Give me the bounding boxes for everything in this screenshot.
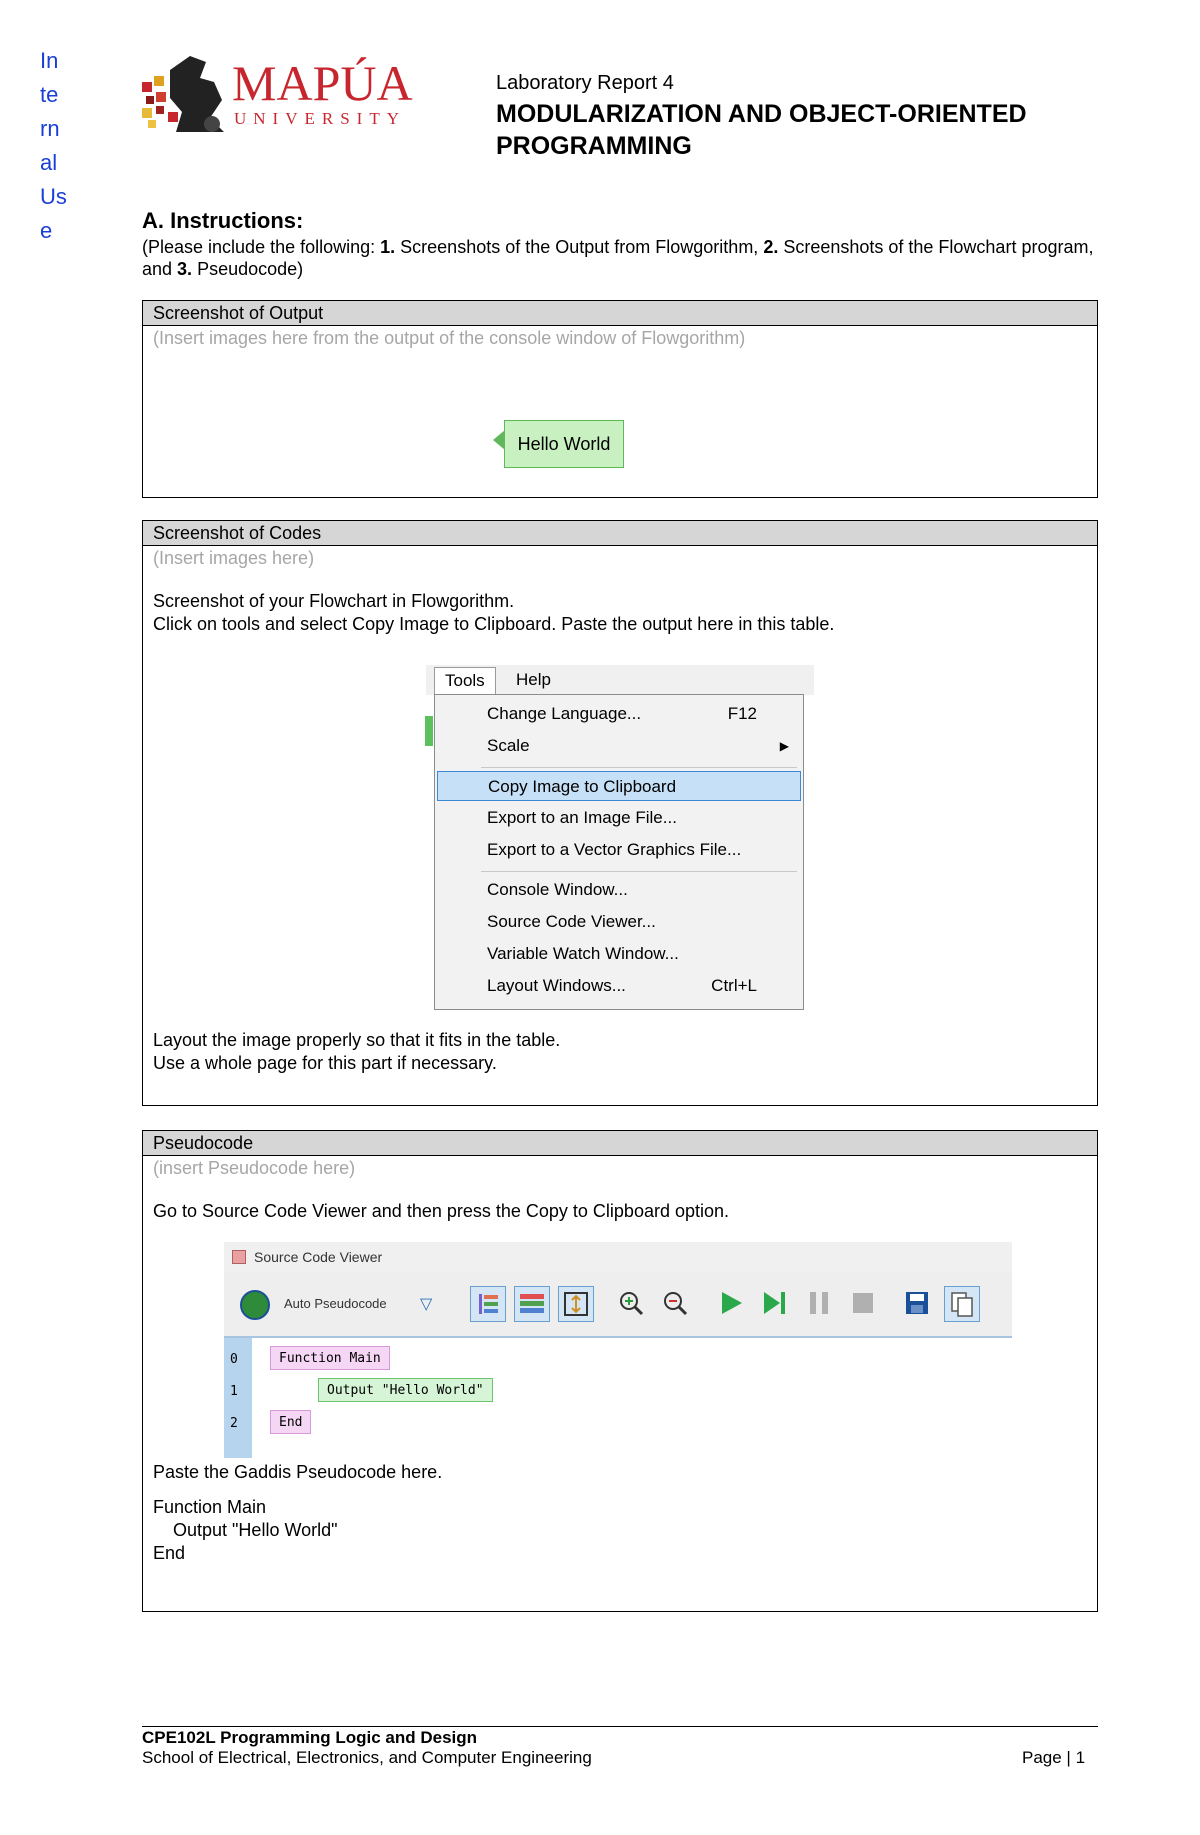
- pseudo-line-1: Go to Source Code Viewer and then press the Copy to Clipboard option.: [153, 1201, 730, 1221]
- copy-clipboard-icon[interactable]: [944, 1286, 980, 1322]
- line-number: 1: [230, 1384, 238, 1399]
- menu-item-scale[interactable]: Scale ▶: [437, 731, 801, 761]
- stop-icon[interactable]: [846, 1286, 882, 1322]
- code-function-main: Function Main: [270, 1346, 390, 1370]
- tools-menu: [434, 694, 804, 1010]
- pseudocode-placeholder: (insert Pseudocode here): [153, 1158, 356, 1178]
- codes-line-2: Click on tools and select Copy Image to Clipboard. Paste the output here in this table.: [153, 614, 835, 634]
- svg-text:MAPÚA: MAPÚA: [232, 55, 413, 111]
- pseudo-code-3: End: [153, 1543, 186, 1563]
- code-end: End: [270, 1410, 311, 1434]
- page-number: Page | 1: [1022, 1748, 1086, 1767]
- language-select[interactable]: Auto Pseudocode: [284, 1296, 387, 1311]
- pseudo-code-2: Output "Hello World": [153, 1520, 338, 1540]
- instructions-text: (Please include the following: 1. Screenshots of the Output from Flowgorithm, 2. Screenshots of the Flowchart program, and 3. Pseudocode): [142, 237, 1094, 279]
- pseudo-code-1: Function Main: [153, 1497, 267, 1517]
- menu-item-layout-windows[interactable]: Layout Windows... Ctrl+L: [487, 976, 757, 995]
- submenu-arrow-icon: ▶: [779, 739, 789, 753]
- zoom-in-icon[interactable]: [614, 1286, 650, 1322]
- source-code-viewer: [224, 1242, 1012, 1458]
- svg-text:UNIVERSITY: UNIVERSITY: [234, 109, 406, 128]
- fit-frame-icon[interactable]: [558, 1286, 594, 1322]
- codes-line-4: Use a whole page for this part if necessary.: [153, 1053, 497, 1073]
- codes-line-1: Screenshot of your Flowchart in Flowgorithm.: [153, 591, 515, 611]
- menu-item-copy-image[interactable]: Copy Image to Clipboard: [437, 771, 801, 801]
- mapua-logo: [140, 52, 450, 136]
- codes-placeholder: (Insert images here): [153, 548, 315, 568]
- output-box-header: Screenshot of Output: [143, 301, 1097, 326]
- menu-item-console-window[interactable]: Console Window...: [487, 880, 628, 899]
- code-output: Output "Hello World": [318, 1378, 493, 1402]
- pseudo-line-2: Paste the Gaddis Pseudocode here.: [153, 1462, 443, 1482]
- flowchart-edge: [425, 716, 433, 746]
- menu-separator: [481, 871, 797, 872]
- pseudocode-box-header: Pseudocode: [143, 1131, 1097, 1156]
- mosaic-emblem-icon: [142, 56, 224, 132]
- menu-bar: [426, 665, 814, 695]
- color-bars-icon[interactable]: [514, 1286, 550, 1322]
- report-title: MODULARIZATION AND OBJECT-ORIENTED PROGRAMMING: [496, 100, 1027, 160]
- menu-item-export-image[interactable]: Export to an Image File...: [487, 808, 677, 827]
- menu-item-export-vector[interactable]: Export to a Vector Graphics File...: [487, 840, 742, 859]
- instructions-heading: A. Instructions:: [142, 208, 304, 233]
- footer-course: CPE102L Programming Logic and Design: [142, 1728, 478, 1747]
- flowchart-view-icon[interactable]: [470, 1286, 506, 1322]
- menu-separator: [481, 767, 797, 768]
- pause-icon[interactable]: [802, 1286, 838, 1322]
- report-subtitle: Laboratory Report 4: [496, 72, 674, 94]
- codes-box-header: Screenshot of Codes: [143, 521, 1097, 546]
- menu-item-variable-watch[interactable]: Variable Watch Window...: [487, 944, 679, 963]
- line-number: 0: [230, 1352, 238, 1367]
- scv-title: Source Code Viewer: [224, 1242, 1012, 1272]
- chevron-down-icon[interactable]: ▽: [420, 1296, 433, 1313]
- line-number: 2: [230, 1416, 238, 1431]
- scv-window-icon: [232, 1250, 246, 1264]
- output-box: [142, 300, 1098, 498]
- save-icon[interactable]: [900, 1286, 936, 1322]
- globe-icon: [240, 1290, 270, 1320]
- tab-tools[interactable]: Tools: [434, 667, 496, 695]
- tab-help[interactable]: Help: [516, 670, 551, 689]
- menu-item-source-viewer[interactable]: Source Code Viewer...: [487, 912, 656, 931]
- hello-world-bubble: Hello World: [504, 420, 624, 468]
- play-icon[interactable]: [714, 1286, 750, 1322]
- line-number-gutter: [224, 1338, 252, 1458]
- scv-toolbar: [224, 1272, 1012, 1338]
- footer-school: School of Electrical, Electronics, and Computer Engineering: [142, 1748, 592, 1767]
- footer-rule: [142, 1726, 1098, 1727]
- internal-use-label: In te rn al Us e: [40, 48, 67, 243]
- step-icon[interactable]: [758, 1286, 794, 1322]
- menu-item-change-language[interactable]: Change Language... F12: [487, 704, 757, 723]
- codes-line-3: Layout the image properly so that it fits in the table.: [153, 1030, 561, 1050]
- zoom-out-icon[interactable]: [658, 1286, 694, 1322]
- output-placeholder: (Insert images here from the output of the console window of Flowgorithm): [153, 328, 746, 348]
